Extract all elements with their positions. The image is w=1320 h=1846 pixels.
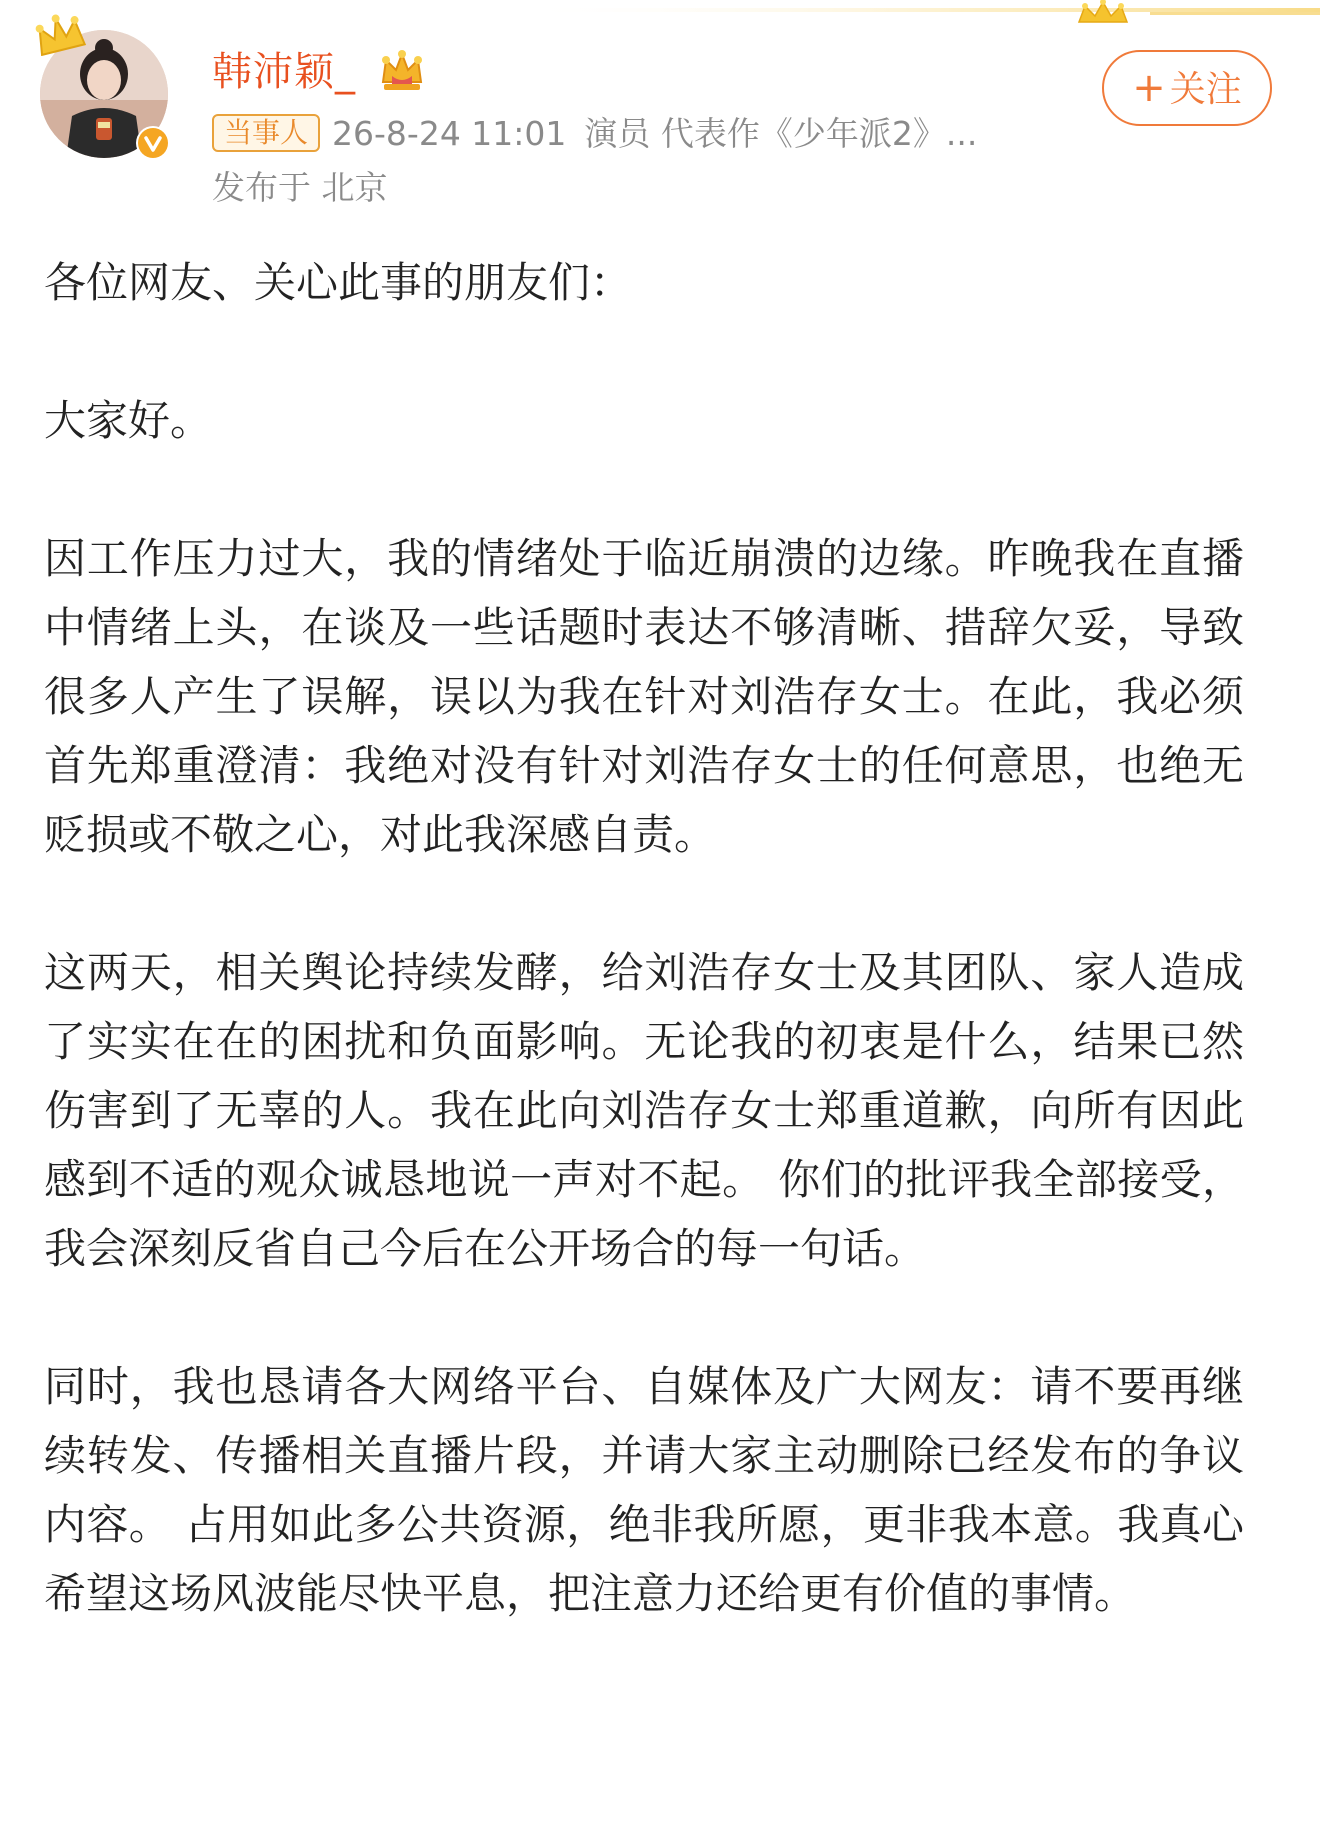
crown-vip-icon[interactable]	[378, 48, 426, 94]
post-timestamp: 26-8-24 11:01	[332, 114, 567, 153]
plus-icon: +	[1132, 65, 1166, 111]
avatar[interactable]	[40, 30, 170, 160]
post-paragraph: 各位网友、关心此事的朋友们：	[44, 258, 633, 307]
post-paragraph: 大家好。	[44, 396, 213, 445]
follow-label: 关注	[1169, 69, 1242, 110]
post-paragraph: 因工作压力过大，我的情绪处于临近崩溃的边缘。昨晚我在直播中情绪上头，在谈及一些话题时表达不够清晰、措辞欠妥，导致很多人产生了误解，误以为我在针对刘浩存女士。在此，我必须首先郑重澄清：我绝对没有针对刘浩存女士的任何意思，也绝无贬损或不敬之心，对此我深感自责。	[44, 534, 1244, 859]
post-location: 发布于 北京	[212, 168, 388, 207]
verified-badge-icon	[136, 126, 170, 160]
post-meta	[212, 112, 977, 156]
follow-button[interactable]	[1102, 50, 1272, 126]
party-tag-badge: 当事人	[212, 114, 320, 152]
author-description: 演员 代表作《少年派2》...	[584, 114, 978, 153]
post-paragraph: 这两天，相关舆论持续发酵，给刘浩存女士及其团队、家人造成了实实在在的困扰和负面影响。无论我的初衷是什么，结果已然伤害到了无辜的人。我在此向刘浩存女士郑重道歉，向所有因此感到不适的观众诚恳地说一声对不起。 你们的批评我全部接受，我会深刻反省自己今后在公开场合的每一句话。	[44, 948, 1244, 1273]
post-paragraph: 同时，我也恳请各大网络平台、自媒体及广大网友：请不要再继续转发、传播相关直播片段，并请大家主动删除已经发布的争议内容。 占用如此多公共资源，绝非我所愿，更非我本意。我真心希望这场风波能尽快平息，把注意力还给更有价值的事情。	[44, 1362, 1244, 1618]
avatar-crown-icon	[32, 12, 88, 56]
post-content	[44, 248, 1284, 1697]
author-name[interactable]: 韩沛颖_	[212, 49, 356, 95]
post-header	[0, 0, 1320, 215]
